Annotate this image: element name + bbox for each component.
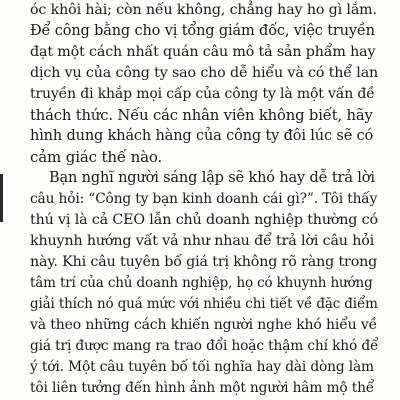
text-line: cảm giác thế nào. bbox=[30, 148, 163, 166]
text-line: và theo những cách khiến người nghe khó hiểu về bbox=[30, 317, 378, 333]
text-line: tôi liên tưởng đến hình ảnh một người hâm mộ thể bbox=[30, 380, 375, 396]
text-line: thách thức. Nếu các nhân viên không biết, hãy bbox=[30, 107, 373, 124]
page-edge-mark bbox=[0, 174, 3, 222]
text-line: ý tới. Một câu tuyên bố tối nghĩa hay dài dòng làm bbox=[30, 359, 374, 375]
text-line: hình dung khách hàng của công ty đôi lúc sẽ có bbox=[30, 128, 374, 144]
text-line: truyền đi khắp mọi cấp của công ty là một vấn đề bbox=[30, 86, 375, 102]
text-line: giá trị được mang ra trao đổi hoặc thậm chí khó để bbox=[30, 338, 379, 354]
paragraph-first-line: Bạn nghĩ người sáng lập sẽ khó hay dễ trả lời bbox=[49, 170, 375, 186]
text-line: Để công bằng cho vị tổng giám đốc, việc truyền bbox=[30, 23, 375, 39]
text-line: thú vị là cả CEO lẫn chủ doanh nghiệp thường có bbox=[30, 212, 378, 228]
text-line: khuynh hướng vất vả như nhau để trả lời câu hỏi bbox=[30, 233, 375, 249]
text-line: tâm trí của chủ doanh nghiệp, họ có khuynh hướng bbox=[30, 275, 373, 291]
text-line: óc khôi hài; còn nếu không, chẳng hay ho gì lắm. bbox=[30, 2, 377, 18]
text-line: này. Khi câu tuyên bố giá trị không rõ ràng trong bbox=[30, 254, 378, 270]
text-line: câu hỏi: “Công ty bạn kinh doanh cái gì?”. Tôi thấy bbox=[30, 191, 378, 207]
text-line: dịch vụ của công ty sao cho dễ hiểu và có thể lan bbox=[30, 65, 379, 81]
text-line: giải thích nó quá mức với nhiều chi tiết về đặc điểm bbox=[30, 296, 378, 312]
text-line: đạt một cách nhất quán câu mô tả sản phẩm hay bbox=[30, 44, 376, 60]
